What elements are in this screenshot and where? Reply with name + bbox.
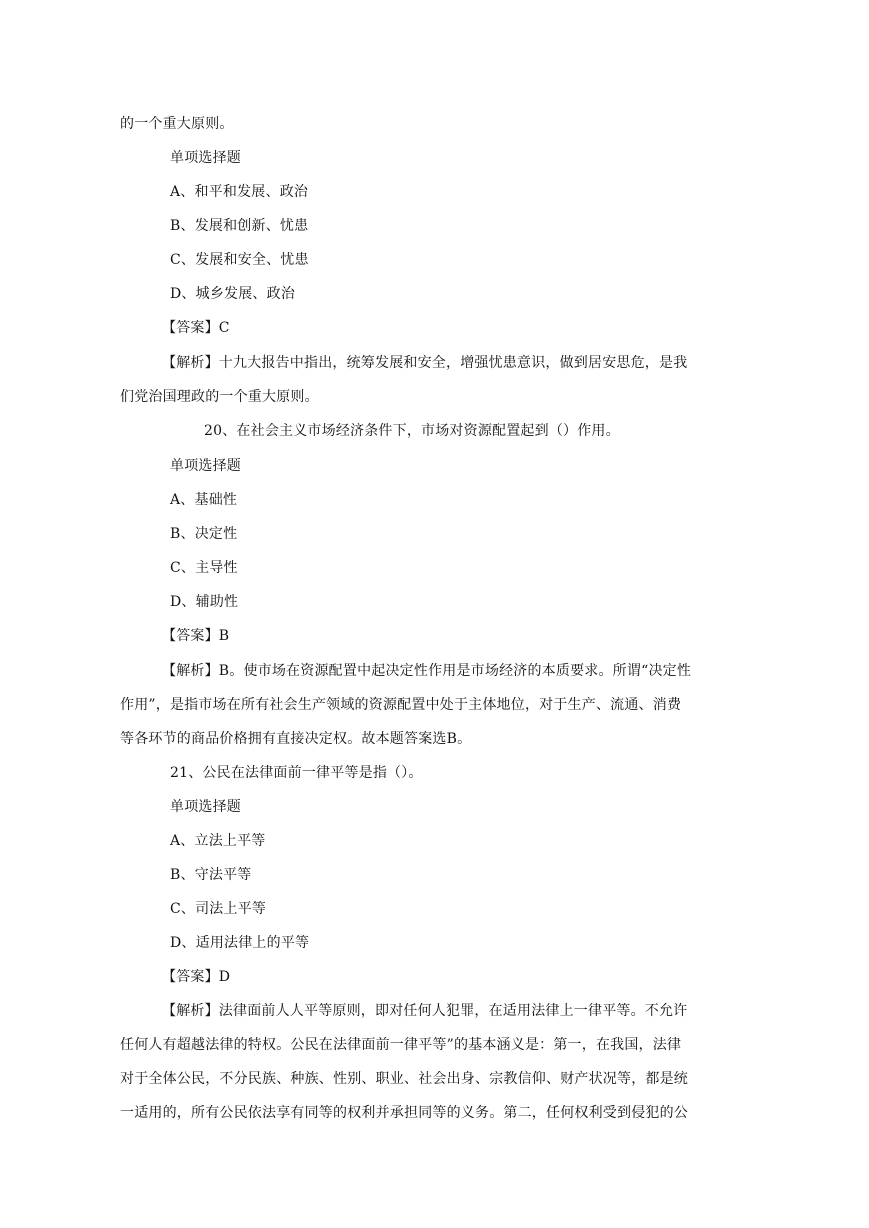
analysis-line: 作用”，是指市场在所有社会生产领域的资源配置中处于主体地位，对于生产、流通、消费 [120,697,682,713]
option-b: B、守法平等 [170,867,252,883]
analysis-line: 【解析】法律面前人人平等原则，即对任何人犯罪，在适用法律上一律平等。不允许 [162,1003,688,1019]
answer-line: 【答案】C [162,320,230,336]
question-type: 单项选择题 [170,799,241,815]
question-title: 21、公民在法律面前一律平等是指（）。 [170,765,423,781]
analysis-line: 【解析】B。使市场在资源配置中起决定性作用是市场经济的本质要求。所谓“决定性 [162,663,692,679]
option-c: C、主导性 [170,560,238,576]
option-b: B、决定性 [170,526,238,542]
option-a: A、基础性 [170,492,238,508]
answer-line: 【答案】D [162,969,231,985]
option-c: C、司法上平等 [170,901,267,917]
analysis-line: 【解析】十九大报告中指出，统筹发展和安全，增强忧患意识，做到居安思危，是我 [162,355,688,371]
option-a: A、立法上平等 [170,833,266,849]
option-d: D、适用法律上的平等 [170,935,310,951]
text-line: 的一个重大原则。 [120,116,234,132]
analysis-line: 们党治国理政的一个重大原则。 [120,389,319,405]
question-type: 单项选择题 [170,458,241,474]
option-b: B、发展和创新、忧患 [170,218,309,234]
analysis-line: 任何人有超越法律的特权。公民在法律面前一律平等”的基本涵义是：第一，在我国，法律 [120,1037,682,1053]
option-a: A、和平和发展、政治 [170,184,309,200]
analysis-line: 一适用的，所有公民依法享有同等的权利并承担同等的义务。第二，任何权利受到侵犯的公 [120,1105,688,1121]
analysis-line: 对于全体公民，不分民族、种族、性别、职业、社会出身、宗教信仰、财产状况等，都是统 [120,1071,688,1087]
question-type: 单项选择题 [170,150,241,166]
option-c: C、发展和安全、忧患 [170,252,309,268]
question-title: 20、在社会主义市场经济条件下，市场对资源配置起到（）作用。 [204,423,620,439]
answer-line: 【答案】B [162,628,230,644]
analysis-line: 等各环节的商品价格拥有直接决定权。故本题答案选B。 [120,731,472,747]
option-d: D、城乡发展、政治 [170,286,296,302]
option-d: D、辅助性 [170,594,239,610]
